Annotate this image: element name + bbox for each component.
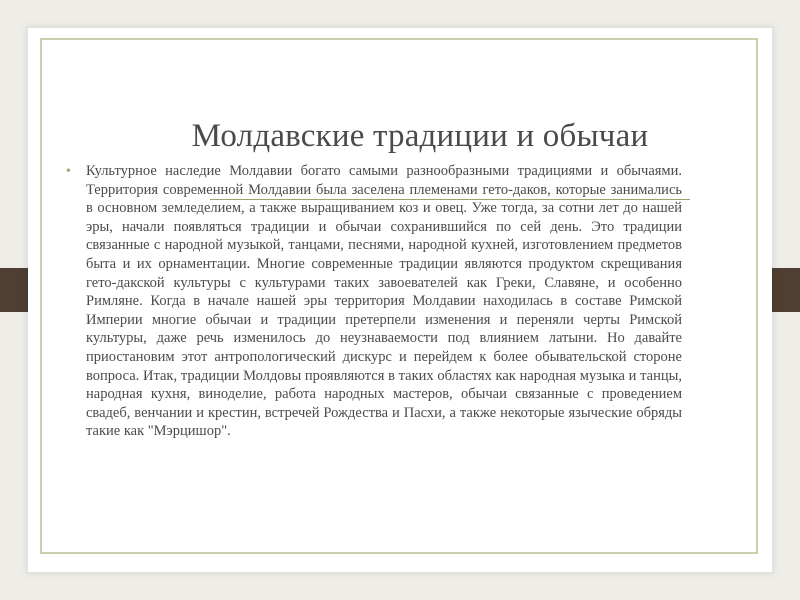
body-paragraph: Культурное наследие Молдавии богато самыми разнообразными традициями и обычаями. Территория современной Молдавии была заселена племенами гето-даков, которые занимались в основном земледелием, а также выращиванием коз и овец. Уже тогда, за сотни лет до нашей эры, начали появляться традиции и обычаи сохранившийся по сей день. Это традиции связанные с народной музыкой, танцами, песнями, народной кухней, изготовлением предметов быта и их орнаментации. Многие современные традиции являются продуктом скрещивания гето-дакской культуры с культурами таких завоевателей как Греки, Славяне, и особенно Римляне. Когда в начале нашей эры территория Молдавии находилась в составе Римской Империи многие обычаи и традиции претерпели изменения и переняли черты Римской культуры, даже речь изменилось до неузнаваемости под влиянием латыни. Но давайте приостановим этот антропологический дискурс и перейдем к более обывательской стороне вопроса. Итак, традиции Молдовы проявляются в таких областях как народная музыка и танцы, народная кухня, виноделие, работа народных мастеров, обычаи связанные с проведением свадеб, венчании и крестин, встречей Рождества и Пасхи, а также некоторые языческие обряды такие как "Мэрцишор". [86,163,682,440]
slide-content [66,162,682,512]
right-decor-band [771,268,800,312]
slide-title: Молдавские традиции и обычаи [191,118,649,154]
bullet-marker: • [66,164,71,179]
left-decor-band [0,268,28,312]
